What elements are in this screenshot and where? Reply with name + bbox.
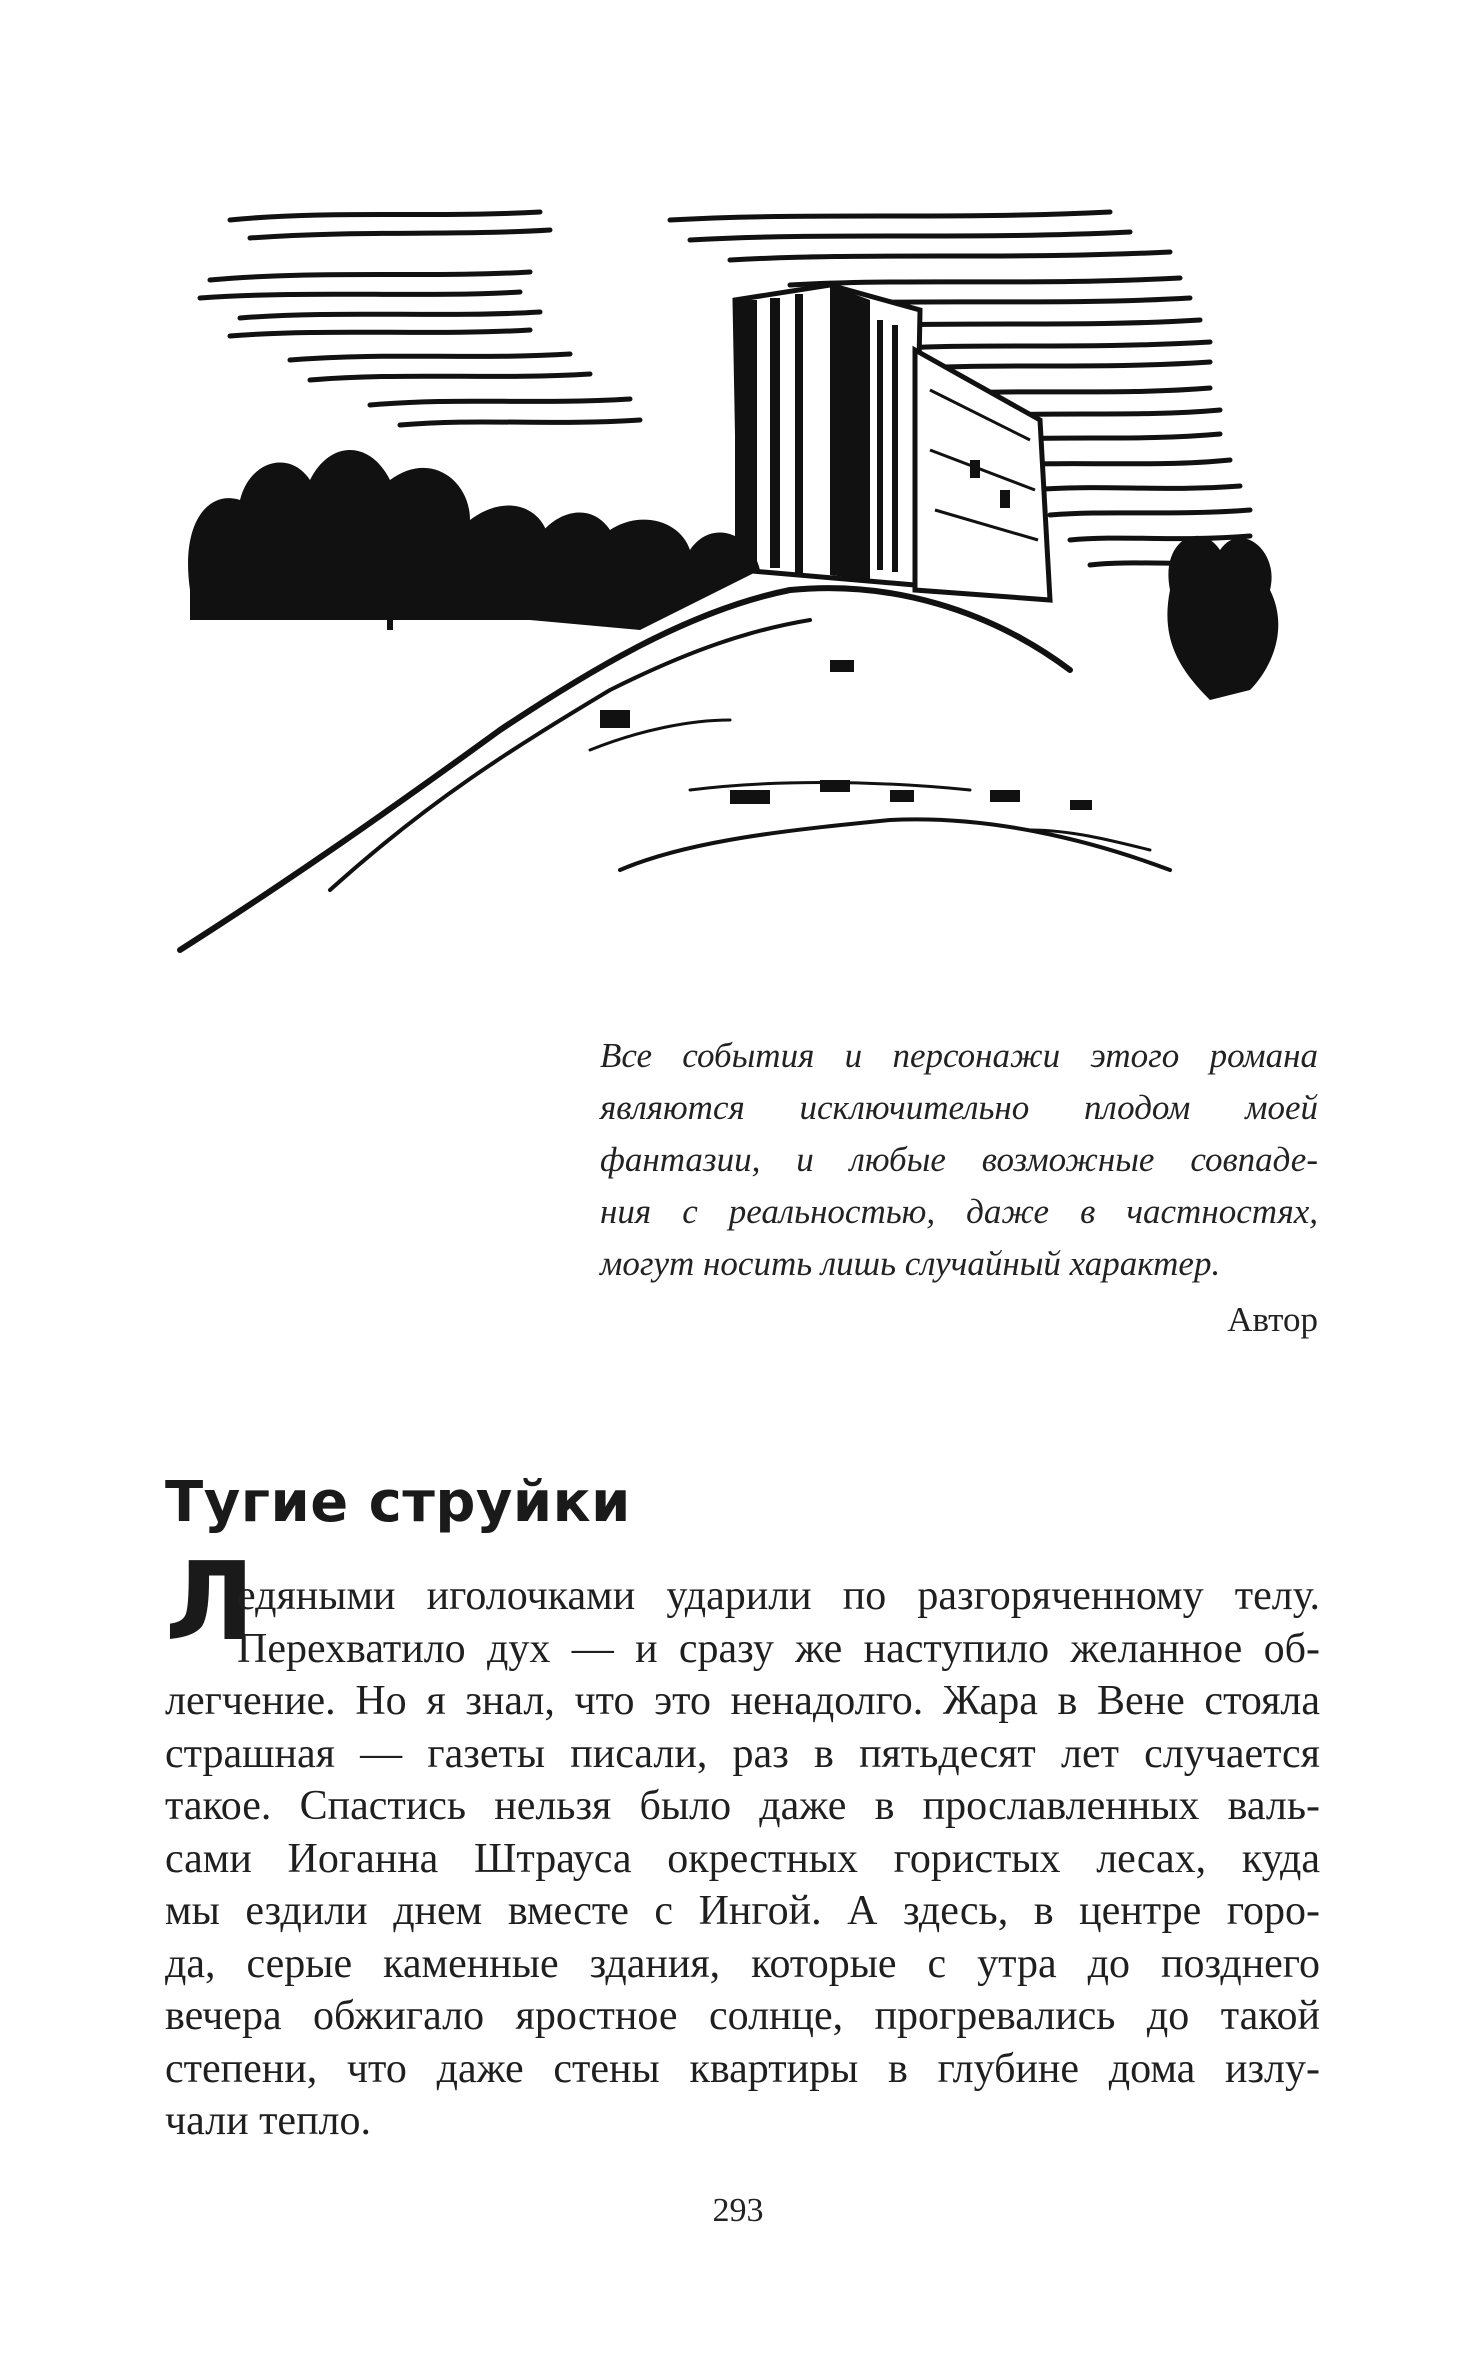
chapter-body [165, 1570, 1320, 2148]
body-line: степени, что даже стены квартиры в глубине дома излу- [165, 2045, 1320, 2092]
trees-left [188, 450, 760, 630]
hill-lines [180, 588, 1170, 950]
drop-cap: Л [165, 1540, 255, 1665]
body-line: мы ездили днем вместе с Ингой. А здесь, в центре горо- [165, 1888, 1320, 1934]
page-number: 293 [712, 2192, 764, 2229]
chapter-title: Тугие струйки [165, 1470, 631, 1535]
epigraph-line: ния с реальностью, даже в частностях, [600, 1192, 1318, 1231]
body-line: вечера обжигало яростное солнце, прогревались до такой [165, 1993, 1320, 2039]
body-line: Перехватило дух — и сразу же наступило желанное об- [237, 1625, 1320, 1672]
epigraph-line: являются исключительно плодом моей [600, 1088, 1318, 1127]
castle-tower [735, 285, 920, 585]
body-line: чали тепло. [165, 2098, 372, 2144]
castle-wall [915, 350, 1050, 600]
sky-hatching-left [200, 212, 640, 425]
castle-illustration [170, 190, 1320, 980]
epigraph-line: Все события и персонажи этого романа [600, 1036, 1318, 1075]
body-line: страшная — газеты писали, раз в пятьдесят лет случается [165, 1730, 1320, 1777]
epigraph-line: фантазии, и любые возможные совпаде- [600, 1140, 1318, 1179]
body-line: легчение. Но я знал, что это ненадолго. Жара в Вене стояла [165, 1678, 1320, 1724]
epigraph-author: Автор [1227, 1300, 1318, 1339]
epigraph-line: могут носить лишь случайный характер. [600, 1244, 1221, 1283]
body-line: такое. Спастись нельзя было даже в прославленных валь- [165, 1783, 1320, 1829]
tree-right [1167, 536, 1278, 700]
body-line: да, серые каменные здания, которые с утра до позднего [165, 1940, 1320, 1987]
epigraph [600, 1030, 1318, 1290]
body-line: сами Иоганна Штрауса окрестных гористых лесах, куда [165, 1835, 1320, 1882]
bushes [600, 660, 1092, 810]
body-line: едяными иголочками ударили по разгоряченному телу. [237, 1573, 1320, 1619]
